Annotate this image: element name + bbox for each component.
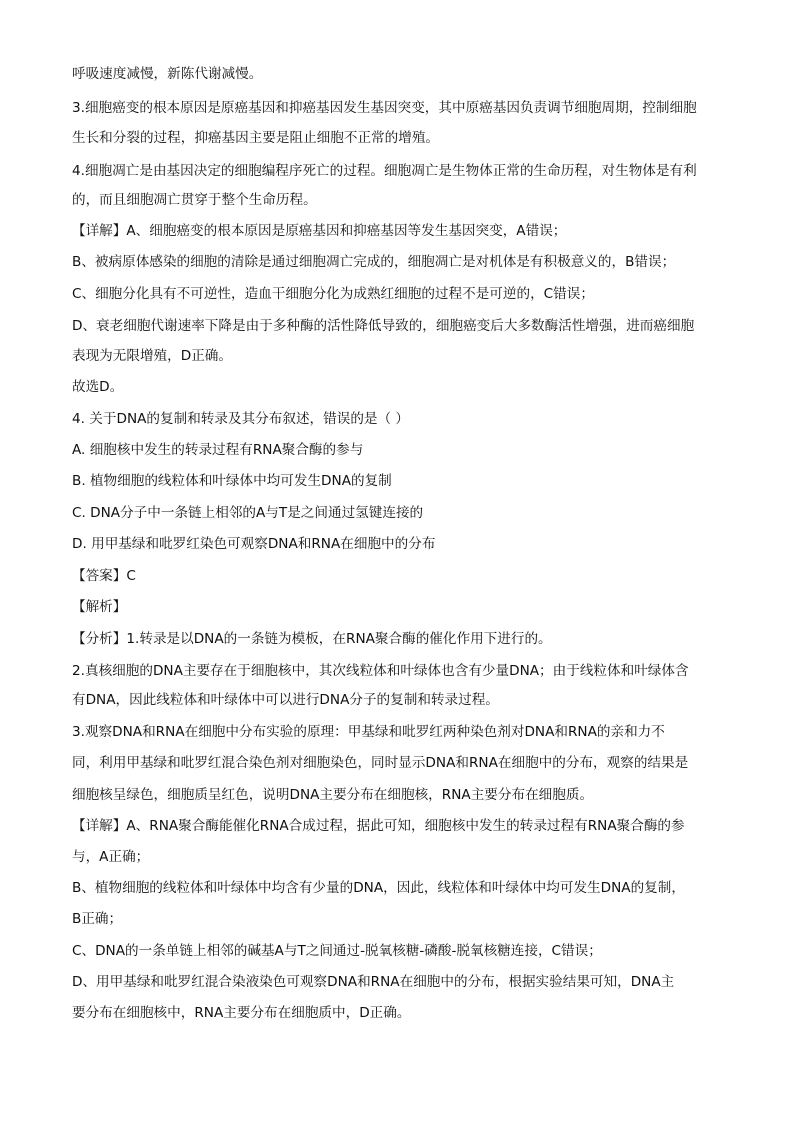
text-line: 同，利用甲基绿和吡罗红混合染色剂对细胞染色，同时显示DNA和RNA在细胞中的分布，观察的结果是: [72, 755, 689, 771]
text-line: 【详解】A、RNA聚合酶能催化RNA合成过程，据此可知，细胞核中发生的转录过程有RNA聚合酶的参: [72, 818, 685, 834]
text-line: C、细胞分化具有不可逆性，造血干细胞分化为成熟红细胞的过程不是可逆的，C错误；: [72, 286, 594, 302]
text-line: C、DNA的一条单链上相邻的碱基A与T之间通过-脱氧核糖-磷酸-脱氧核糖连接，C错误；: [72, 943, 602, 959]
text-line: 要分布在细胞核中，RNA主要分布在细胞质中，D正确。: [72, 1005, 411, 1021]
question-stem: 4. 关于DNA的复制和转录及其分布叙述，错误的是（ ）: [72, 411, 410, 427]
text-line: 生长和分裂的过程，抑癌基因主要是阻止细胞不正常的增殖。: [72, 130, 440, 146]
text-line: D、用甲基绿和吡罗红混合染液染色可观察DNA和RNA在细胞中的分布，根据实验结果可知，DNA主: [72, 974, 675, 990]
text-line: B、植物细胞的线粒体和叶绿体中均含有少量的DNA，因此，线粒体和叶绿体中均可发生DNA的复制，: [72, 880, 685, 896]
option-b: B. 植物细胞的线粒体和叶绿体中均可发生DNA的复制: [72, 473, 392, 489]
text-line: 细胞核呈绿色，细胞质呈红色，说明DNA主要分布在细胞核，RNA主要分布在细胞质。: [72, 787, 594, 803]
text-line: 与，A正确；: [72, 849, 150, 865]
text-line: 【分析】1.转录是以DNA的一条链为模板，在RNA聚合酶的催化作用下进行的。: [72, 631, 552, 647]
text-line: 的，而且细胞凋亡贯穿于整个生命历程。: [72, 192, 317, 208]
text-line: 表现为无限增殖，D正确。: [72, 348, 232, 364]
text-line: B、被病原体感染的细胞的清除是通过细胞凋亡完成的，细胞凋亡是对机体是有积极意义的，B错误；: [72, 254, 676, 270]
text-line: 2.真核细胞的DNA主要存在于细胞核中，其次线粒体和叶绿体也含有少量DNA；由于线粒体和叶绿体含: [72, 663, 689, 679]
text-line: 呼吸速度减慢，新陈代谢减慢。: [72, 66, 263, 82]
option-a: A. 细胞核中发生的转录过程有RNA聚合酶的参与: [72, 442, 364, 458]
text-line: B正确；: [72, 911, 123, 927]
text-line: 故选D。: [72, 379, 124, 395]
text-line: 3.观察DNA和RNA在细胞中分布实验的原理：甲基绿和吡罗红两种染色剂对DNA和RNA的亲和力不: [72, 724, 665, 740]
text-line: 有DNA，因此线粒体和叶绿体中可以进行DNA分子的复制和转录过程。: [72, 692, 499, 708]
text-line: 4.细胞凋亡是由基因决定的细胞编程序死亡的过程。细胞凋亡是生物体正常的生命历程，对生物体是有利: [72, 163, 697, 179]
text-line: D、衰老细胞代谢速率下降是由于多种酶的活性降低导致的，细胞癌变后大多数酶活性增强，进而癌细胞: [72, 318, 695, 334]
analysis-label: 【解析】: [72, 599, 127, 615]
text-line: 【详解】A、细胞癌变的根本原因是原癌基因和抑癌基因等发生基因突变，A错误；: [72, 223, 567, 239]
option-c: C. DNA分子中一条链上相邻的A与T是之间通过氢键连接的: [72, 505, 424, 521]
text-line: 3.细胞癌变的根本原因是原癌基因和抑癌基因发生基因突变，其中原癌基因负责调节细胞周期，控制细胞: [72, 100, 697, 116]
option-d: D. 用甲基绿和吡罗红染色可观察DNA和RNA在细胞中的分布: [72, 536, 436, 552]
answer-label: 【答案】C: [72, 568, 136, 584]
